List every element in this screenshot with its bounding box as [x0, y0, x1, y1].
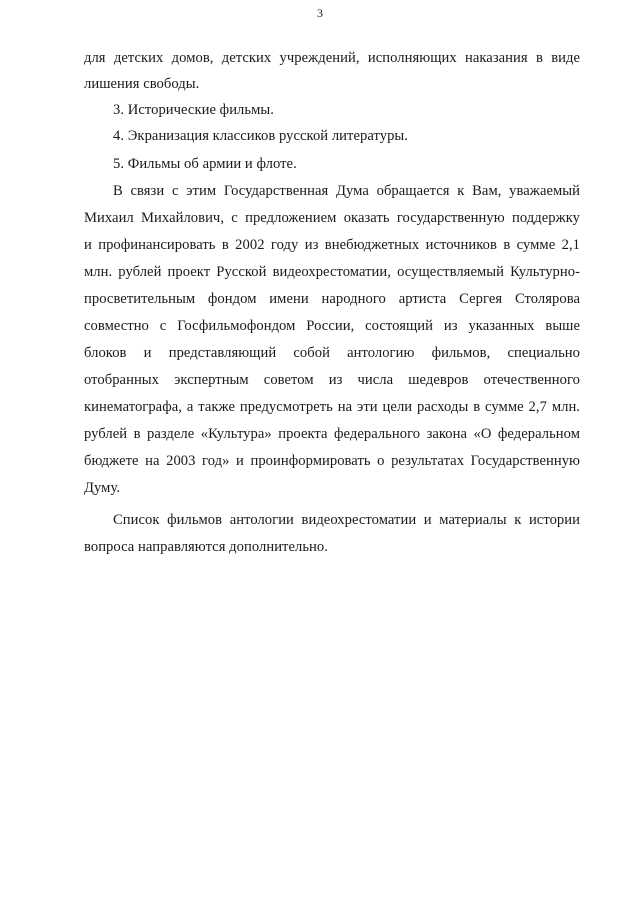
text-line: 5. Фильмы об армии и флоте.: [113, 156, 297, 172]
text-line: для детских домов, детских учреждений, исполняющих наказания в виде: [84, 50, 580, 66]
text-line: 3. Исторические фильмы.: [113, 102, 274, 118]
text-line: лишения свободы.: [84, 76, 200, 92]
text-line: млн. рублей проект Русской видеохрестоматии, осуществляемый Культурно-: [84, 264, 580, 280]
text-line: кинематографа, а также предусмотреть на эти цели расходы в сумме 2,7 млн.: [84, 399, 580, 415]
text-line: Михаил Михайлович, с предложением оказать государственную поддержку: [84, 210, 580, 226]
text-line: бюджете на 2003 год» и проинформировать о результатах Государственную: [84, 453, 580, 469]
text-line: 4. Экранизация классиков русской литературы.: [113, 128, 408, 144]
text-line: отобранных экспертным советом из числа шедевров отечественного: [84, 372, 580, 388]
text-line: Список фильмов антологии видеохрестоматии и материалы к истории: [113, 512, 580, 528]
text-line: вопроса направляются дополнительно.: [84, 539, 328, 555]
text-line: блоков и представляющий собой антологию фильмов, специально: [84, 345, 580, 361]
text-line: просветительным фондом имени народного артиста Сергея Столярова: [84, 291, 580, 307]
text-line: В связи с этим Государственная Дума обращается к Вам, уважаемый: [113, 183, 580, 199]
page-number: 3: [317, 6, 323, 20]
text-line: совместно с Госфильмофондом России, состоящий из указанных выше: [84, 318, 580, 334]
text-line: рублей в разделе «Культура» проекта федерального закона «О федеральном: [84, 426, 580, 442]
text-line: и профинансировать в 2002 году из внебюджетных источников в сумме 2,1: [84, 237, 580, 253]
text-line: Думу.: [84, 480, 121, 496]
